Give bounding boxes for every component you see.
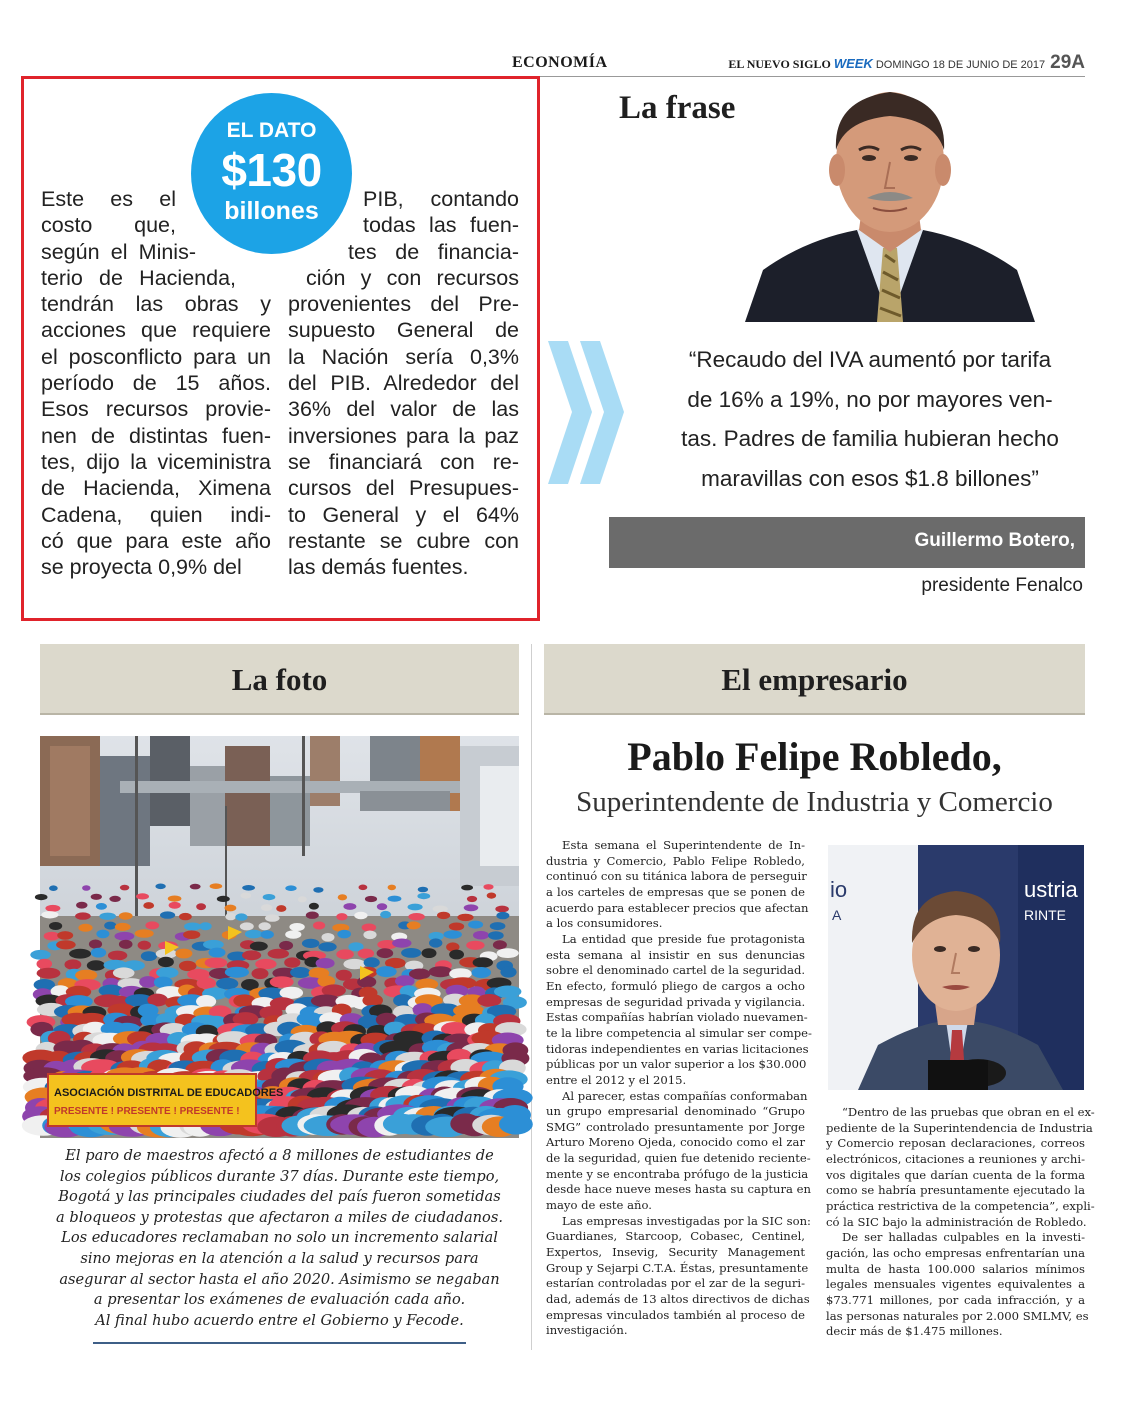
umbrella: [377, 903, 387, 910]
guillermo-botero-portrait: [745, 80, 1035, 322]
umbrella: [461, 885, 473, 891]
umbrella: [392, 939, 411, 948]
umbrella: [362, 924, 377, 932]
umbrella: [437, 912, 450, 919]
article-line: continuó con su titánica labora de perseguir: [546, 869, 807, 884]
umbrella: [56, 940, 76, 949]
dato-label: EL DATO: [226, 119, 317, 142]
section-bar-foto: [40, 644, 519, 715]
umbrella: [313, 922, 325, 930]
article-line: multa de hasta 100.000 salarios mínimos: [826, 1261, 1085, 1276]
article-line: Arturo Moreno Ojeda, conocido como el zar: [546, 1135, 805, 1150]
article-line: y Comercio reposan declaraciones, correos: [826, 1136, 1085, 1151]
umbrella: [270, 976, 294, 988]
banner-text: ASOCIACIÓN DISTRITAL DE EDUCADORES: [54, 1087, 284, 1099]
umbrella: [466, 941, 484, 950]
banner-subtext: PRESENTE ! PRESENTE ! PRESENTE !: [54, 1106, 240, 1117]
umbrella: [316, 958, 335, 968]
dato-text-line: del PIB. Alrededor del: [288, 371, 519, 396]
article-line: Expertos, Insevig, Security Management: [546, 1245, 805, 1260]
quote-line: tas. Padres de familia hubieran hecho: [681, 426, 1059, 451]
umbrella: [408, 904, 423, 911]
umbrella: [429, 938, 442, 947]
dato-text-line: se proyecta 0,9% del: [41, 555, 242, 580]
umbrella: [318, 942, 336, 951]
foto-title: La foto: [231, 662, 328, 697]
umbrella: [499, 1114, 533, 1135]
umbrella: [30, 950, 50, 960]
umbrella: [261, 904, 272, 911]
dato-text-line: Este es el: [41, 187, 176, 211]
umbrella: [259, 922, 271, 930]
umbrella: [119, 940, 133, 949]
umbrella: [309, 903, 319, 910]
umbrella: [408, 913, 425, 920]
article-line: empresas vinculados también al proceso de: [546, 1307, 805, 1322]
umbrella: [119, 912, 133, 919]
umbrella: [65, 959, 82, 969]
article-line: gación, las ocho empresas enfrentarían una: [826, 1245, 1085, 1260]
umbrella: [45, 905, 60, 912]
umbrella: [135, 929, 154, 938]
article-line: de la seguridad, quien fue detenido reciente-: [546, 1151, 811, 1166]
article-line: desde hace nueve meses hasta su captura en: [546, 1182, 811, 1197]
umbrella: [242, 885, 255, 891]
umbrella: [82, 885, 90, 891]
dato-text-line: PIB, contando: [363, 187, 519, 211]
umbrella: [113, 967, 135, 978]
umbrella: [217, 896, 230, 902]
umbrella: [472, 967, 492, 978]
umbrella: [96, 903, 107, 910]
empresario-title: El empresario: [721, 662, 908, 697]
author-role: presidente Fenalco: [921, 575, 1083, 596]
section-bar-empresario: [544, 644, 1085, 715]
caption-line: Al final hubo acuerdo entre el Gobierno y Fecode.: [95, 1311, 464, 1329]
article-line: En efecto, formuló pliego de cargos a ocho: [546, 978, 805, 993]
umbrella: [322, 933, 335, 942]
quote-line: “Recaudo del IVA aumentó por tarifa: [688, 347, 1052, 372]
umbrella: [49, 922, 62, 930]
newspaper-name: EL NUEVO SIGLO: [728, 57, 831, 71]
dato-badge: [191, 93, 352, 254]
article-line: electrónicos, citaciones a reuniones y archi-: [826, 1151, 1085, 1166]
umbrella: [76, 902, 87, 909]
umbrella: [336, 949, 354, 959]
article-line: dad, además de 13 altos directivos de dichas: [546, 1292, 810, 1307]
umbrella: [35, 894, 48, 900]
umbrella: [493, 940, 507, 949]
umbrella: [120, 885, 129, 891]
article-line: mayo de este año.: [546, 1198, 652, 1213]
article-line: Group y Sejarpi C.T.A. Éstas, presuntamente: [546, 1260, 809, 1275]
dato-text-line: terio de Hacienda,: [41, 265, 236, 290]
article-line: decir más de $1.475 millones.: [826, 1324, 1003, 1339]
author-name: Guillermo Botero,: [914, 530, 1075, 551]
caption-line: los colegios públicos durante 37 días. Durante este tiempo,: [59, 1167, 500, 1185]
header-rule: [540, 76, 1085, 77]
umbrella: [197, 977, 216, 989]
backdrop-text-1: io: [830, 877, 848, 902]
umbrella: [49, 885, 58, 891]
article-line: $73.771 millones, por cada infracción, y a: [826, 1292, 1085, 1307]
umbrella: [444, 930, 462, 939]
umbrella: [337, 930, 351, 939]
pablo-felipe-robledo-portrait: [828, 845, 1095, 1090]
protest-crowd-image: [40, 736, 519, 1138]
umbrella: [265, 914, 280, 921]
article-line: investigación.: [546, 1323, 628, 1338]
umbrella: [377, 948, 394, 958]
caption-line: El paro de maestros afectó a 8 millones de estudiantes de: [65, 1147, 494, 1164]
umbrella: [363, 931, 376, 940]
umbrella: [343, 903, 356, 910]
dato-text-line: có que para este año: [41, 528, 271, 553]
section-name: ECONOMÍA: [512, 54, 608, 71]
chevron-arrows-icon: [548, 341, 630, 484]
umbrella: [78, 924, 92, 932]
umbrella: [196, 903, 206, 910]
umbrella: [37, 968, 61, 979]
umbrella: [395, 975, 415, 987]
umbrella: [109, 896, 120, 902]
umbrella: [336, 913, 347, 920]
umbrella: [115, 923, 131, 931]
page-number: 29A: [1050, 52, 1085, 73]
umbrella: [250, 942, 268, 951]
umbrella: [280, 987, 304, 999]
caption-line: Bogotá y las principales ciudades del país fueron sometidas: [58, 1188, 501, 1206]
umbrella: [115, 932, 135, 941]
dato-text-line: acciones que requiere: [41, 318, 271, 343]
empresario-article: [546, 838, 812, 1339]
umbrella: [199, 922, 211, 930]
umbrella: [433, 906, 448, 913]
protest-photo: [40, 736, 519, 1138]
umbrella: [359, 885, 368, 891]
article-line: vos digitales que darían cuenta de la forma: [826, 1167, 1085, 1182]
umbrella: [487, 893, 496, 899]
umbrella: [457, 914, 473, 921]
umbrella: [241, 893, 252, 899]
umbrella: [143, 902, 154, 909]
umbrella: [354, 912, 367, 919]
dato-text-line: cursos del Presupues-: [288, 476, 519, 501]
dato-text-line: to General y el 64%: [288, 502, 519, 527]
umbrella: [255, 959, 276, 969]
umbrella: [57, 931, 73, 940]
article-line: De ser halladas culpables en la investi-: [842, 1230, 1085, 1245]
backdrop-text-4: RINTE: [1024, 907, 1066, 923]
article-line: esta semana al insistir en sus denuncias: [546, 947, 805, 962]
umbrella: [225, 913, 236, 920]
umbrella: [41, 911, 58, 918]
umbrella: [376, 966, 397, 977]
umbrella: [87, 960, 105, 970]
article-line: acuerdo para establecer precios que afectan: [546, 900, 809, 915]
article-line: Al parecer, estas compañías conformaban: [562, 1088, 808, 1103]
umbrella: [364, 957, 380, 967]
umbrella: [242, 950, 261, 960]
dato-text-line: se financiará con re-: [288, 449, 519, 474]
umbrella: [75, 912, 91, 919]
umbrella: [138, 941, 151, 950]
dato-text-line: ción y con recursos: [306, 265, 519, 290]
dato-text-line: período de 15 años.: [41, 371, 271, 396]
dato-text-line: tendrán las obras y: [41, 292, 271, 317]
umbrella: [285, 885, 296, 891]
empresario-name: Pablo Felipe Robledo,: [627, 734, 1002, 779]
week-label: WEEK: [833, 56, 873, 71]
umbrella: [203, 940, 224, 949]
dato-text-line: nen de distintas fuen-: [41, 423, 271, 448]
umbrella: [156, 967, 178, 978]
umbrella: [160, 911, 175, 918]
umbrella: [91, 894, 102, 900]
caption-line: a presentar los exámenes de evaluación cada año.: [93, 1291, 466, 1309]
article-line: a los consumidores.: [546, 916, 663, 931]
caption-line: sino mejoras en la atención a la salud y recursos para: [80, 1249, 479, 1267]
umbrella: [401, 948, 421, 958]
backdrop-text-2: A: [832, 907, 842, 923]
umbrella: [235, 913, 247, 920]
umbrella: [495, 906, 509, 913]
dato-text-line: restante se cubre con: [288, 528, 519, 553]
umbrella: [69, 949, 91, 959]
dato-text-line: 36% del valor de las: [288, 397, 519, 422]
article-line: La entidad que preside fue protagonista: [562, 931, 805, 946]
umbrella: [289, 923, 304, 931]
umbrella: [449, 950, 464, 960]
umbrella: [184, 923, 201, 931]
dato-value: $130: [221, 144, 322, 196]
umbrella: [175, 949, 192, 959]
article-line: “Dentro de las pruebas que obran en el ex-: [842, 1105, 1095, 1119]
dato-text-line: las demás fuentes.: [288, 555, 469, 580]
umbrella: [464, 904, 479, 911]
umbrella: [306, 912, 319, 919]
umbrella: [168, 896, 182, 902]
umbrella: [104, 922, 116, 930]
umbrella: [240, 922, 254, 930]
umbrella: [145, 921, 159, 929]
umbrella: [417, 893, 430, 899]
dato-text-line: Cadena, quien indi-: [41, 502, 271, 527]
article-line: legales mensuales vigentes equivalentes a: [826, 1277, 1085, 1292]
article-line: entre el 2012 y el 2015.: [546, 1072, 687, 1087]
article-line: sobre el denominado cartel de la seguridad.: [546, 963, 806, 978]
umbrella: [261, 930, 274, 939]
article-line: estarían controladas por el zar de la seguri-: [546, 1276, 805, 1291]
umbrella: [473, 931, 489, 940]
umbrella: [205, 958, 228, 968]
umbrella: [496, 912, 509, 919]
umbrella: [285, 930, 301, 939]
umbrella: [468, 921, 483, 929]
umbrella: [358, 949, 374, 959]
article-line: có la SIC bajo la administración de Robledo.: [826, 1214, 1087, 1229]
empresario-role: Superintendente de Industria y Comercio: [576, 786, 1053, 818]
umbrella: [302, 939, 320, 948]
umbrella: [500, 967, 516, 978]
article-line: las personas naturales por 2.000 SMLMV, es: [826, 1308, 1089, 1323]
dato-text-line: según el Minis-: [41, 239, 196, 264]
article-line: mente y se encontraba prófugo de la justicia: [546, 1166, 809, 1181]
page-header: [728, 52, 1085, 74]
umbrella: [96, 930, 109, 939]
umbrella: [388, 885, 396, 891]
article-line: dustria y Comercio, Pablo Felipe Robledo,: [546, 853, 805, 868]
umbrella: [75, 970, 97, 981]
dato-text-line: tes de financia-: [348, 239, 519, 264]
umbrella: [473, 957, 493, 967]
umbrella: [422, 948, 437, 958]
article-line: pediente de la Superintendencia de Industria: [826, 1120, 1093, 1135]
umbrella: [477, 994, 501, 1007]
umbrella: [313, 887, 323, 893]
dato-text-line: de Hacienda, Ximena: [41, 476, 271, 501]
umbrella: [483, 884, 493, 890]
umbrella: [357, 976, 376, 988]
dato-text-line: todas las fuen-: [363, 213, 519, 238]
umbrella: [155, 884, 165, 890]
dato-text-line: tes, dijo la viceministra: [41, 449, 271, 474]
umbrella: [284, 957, 300, 967]
dato-text-line: provenientes del Pre-: [288, 292, 519, 317]
umbrella: [429, 966, 453, 977]
photo-caption: [40, 1146, 519, 1331]
dato-text-line: la Nación sería 0,3%: [288, 344, 519, 369]
dato-text-line: supuesto General de: [288, 318, 519, 343]
umbrella: [290, 967, 310, 978]
frase-title: La frase: [619, 90, 736, 126]
umbrella: [380, 911, 391, 918]
article-line: a los carteles de empresas que se ponen de: [546, 884, 805, 899]
dato-text-line: Esos recursos provie-: [41, 397, 271, 422]
umbrella: [279, 941, 293, 950]
article-line: Esta semana el Superintendente de In-: [562, 838, 805, 852]
article-line: Las empresas investigadas por la SIC son:: [562, 1213, 811, 1228]
article-line: como se habría presuntamente ejecutado la: [826, 1183, 1085, 1198]
author-bar: [609, 517, 1085, 568]
umbrella: [298, 896, 307, 902]
umbrella: [449, 923, 464, 931]
umbrella: [141, 951, 157, 961]
umbrella: [490, 922, 506, 930]
article-line: te la libre competencia al simular ser compe-: [546, 1025, 812, 1040]
umbrella: [190, 884, 201, 890]
quote-line: de 16% a 19%, no por mayores ven-: [687, 386, 1053, 412]
umbrella: [497, 948, 519, 958]
umbrella: [210, 883, 223, 889]
umbrella: [216, 978, 238, 990]
article-line: Guardianes, Starcoop, Cobasec, Centinel,: [546, 1229, 805, 1244]
quote-line: maravillas con esos $1.8 billones”: [701, 465, 1039, 491]
umbrella: [338, 894, 347, 900]
umbrella: [196, 995, 216, 1008]
article-line: práctica restrictiva de la competencia”, expli-: [826, 1198, 1095, 1213]
issue-date: DOMINGO 18 DE JUNIO DE 2017: [875, 59, 1046, 71]
umbrella: [209, 948, 226, 958]
umbrella: [488, 931, 504, 940]
dato-text-line: el posconflicto para un: [41, 344, 271, 369]
backdrop-text-3: ustria y: [1024, 877, 1095, 902]
umbrella: [407, 921, 421, 929]
umbrella: [252, 968, 269, 979]
article-line: un grupo empresarial denominado “Grupo: [546, 1104, 805, 1119]
umbrella: [268, 949, 289, 959]
frase-quote: [655, 340, 1085, 498]
umbrella: [263, 894, 276, 900]
empresario-article-continued: [826, 1105, 1095, 1340]
umbrella: [169, 902, 181, 909]
umbrella: [136, 893, 149, 899]
dato-text-line: inversiones para la paz: [288, 423, 519, 448]
umbrella: [179, 913, 192, 920]
umbrella: [37, 959, 53, 969]
umbrella: [494, 986, 521, 998]
umbrella: [225, 967, 249, 978]
dato-text-line: costo que,: [41, 213, 176, 238]
article-line: Estas compañías habrían violado nuevamen-: [546, 1010, 808, 1025]
umbrella: [388, 896, 402, 902]
umbrella: [418, 887, 428, 893]
umbrella: [99, 913, 116, 920]
umbrella: [108, 951, 127, 961]
caption-rule: [93, 1342, 466, 1344]
column-divider: [531, 644, 532, 1350]
umbrella: [365, 896, 377, 902]
caption-line: asegurar al sector hasta el año 2020. Asimismo se negaban: [59, 1270, 500, 1288]
umbrella: [245, 930, 263, 939]
umbrella: [225, 905, 237, 912]
umbrella: [276, 905, 286, 912]
article-line: empresas de seguridad privada y vigilancia.: [546, 994, 806, 1009]
umbrella: [467, 896, 477, 902]
caption-line: a bloqueos y protestas que afectaron a miles de ciudadanos.: [56, 1208, 503, 1226]
article-line: públicas por un valor superior a los $30.000: [546, 1057, 807, 1072]
article-line: tidoras independientes en varias licitaciones: [546, 1041, 809, 1056]
caption-line: Los educadores reclamaban no solo un incremento salarial: [61, 1229, 498, 1247]
umbrella: [183, 930, 200, 939]
umbrella: [158, 957, 174, 967]
dato-unit: billones: [224, 197, 319, 225]
umbrella: [89, 940, 102, 949]
article-line: SMG” controlado presuntamente por Jorge: [546, 1119, 805, 1134]
dato-text-right: [288, 186, 519, 580]
umbrella: [91, 948, 106, 958]
